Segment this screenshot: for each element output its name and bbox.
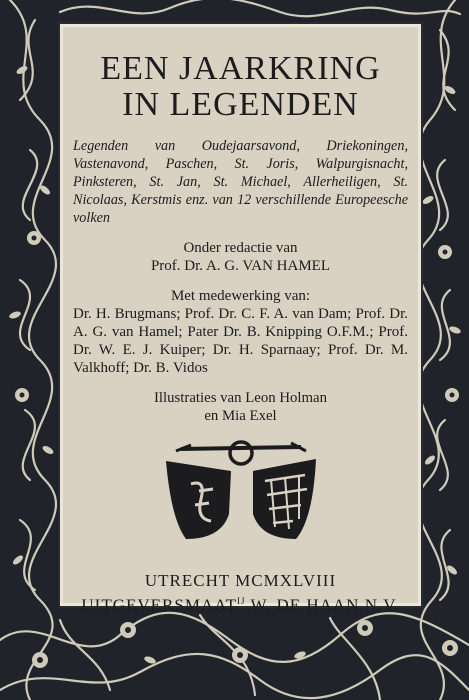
editor-name: Prof. Dr. A. G. VAN HAMEL bbox=[150, 258, 331, 274]
publisher-name-sup: IJ bbox=[237, 596, 246, 606]
book-subtitle: Legenden van Oudejaarsavond, Driekoningen, Vastenavond, Paschen, St. Joris, Walpurgisnacht, Pinksteren, St. Jan, St. Michael, Allerheiligen, St. Nicolaas, Kerstmis enz. van 12 verschillende Europeesche volken bbox=[73, 138, 408, 226]
contributors-block bbox=[63, 287, 418, 377]
illustrators-line-2: en Mia Exel bbox=[204, 408, 277, 424]
contributors-names: Dr. H. Brugmans; Prof. Dr. C. F. A. van Dam; Prof. Dr. A. G. van Hamel; Pater Dr. B. Knipping O.F.M.; Prof. Dr. W. E. J. Kuiper; Dr. H. Sparnaay; Prof. Dr. M. Valkhoff; Dr. B. Vidos bbox=[73, 306, 408, 376]
publisher-name-main: UITGEVERSMAAT bbox=[81, 595, 238, 615]
publisher-name-rest: W. DE HAAN N.V. bbox=[245, 595, 400, 615]
book-title bbox=[63, 51, 418, 123]
book-title-line-1: EEN JAARKRING bbox=[100, 50, 381, 87]
publisher-place-year: UTRECHT MCMXLVIII bbox=[144, 571, 337, 590]
book-title-line-2: IN LEGENDEN bbox=[122, 86, 359, 123]
publisher-name bbox=[63, 591, 418, 616]
illustrators-block bbox=[63, 389, 418, 425]
publisher-block bbox=[63, 571, 418, 616]
editor-block bbox=[63, 239, 418, 275]
editor-intro: Onder redactie van bbox=[183, 240, 298, 256]
illustrators-line-1: Illustraties van Leon Holman bbox=[154, 390, 327, 406]
title-panel bbox=[60, 24, 421, 615]
two-shields-crest-icon bbox=[161, 439, 321, 549]
contributors-intro: Met medewerking van: bbox=[170, 288, 311, 304]
